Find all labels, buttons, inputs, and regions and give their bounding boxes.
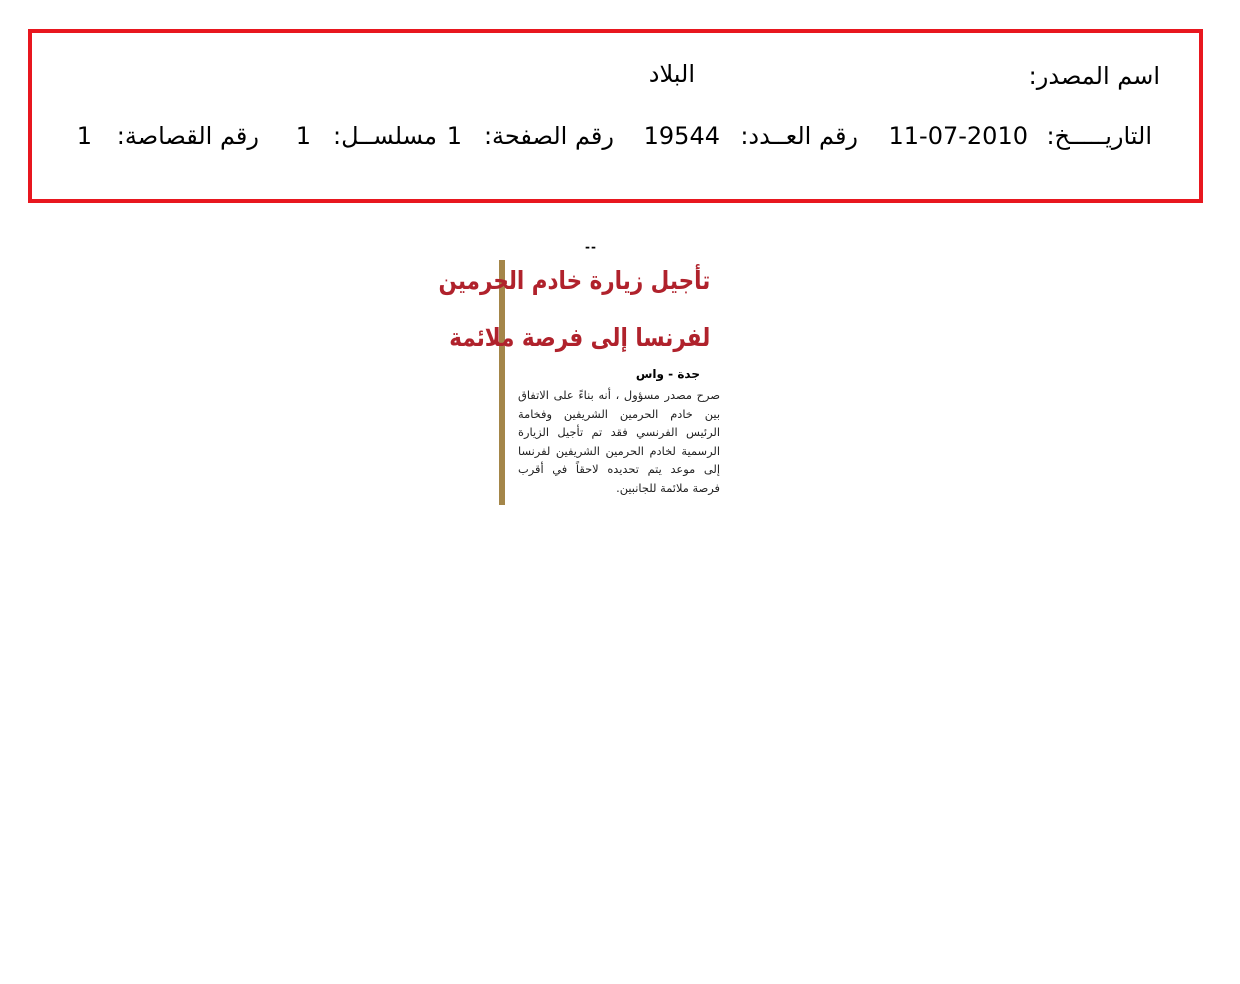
- article-body: صرح مصدر مسؤول ، أنه بناءً على الاتفاق بين خادم الحرمين الشريفين وفخامة الرئيس الفرنسي فقد تم تأجيل الزيارة الرسمية لخادم الحرمين الشريفين لفرنسا إلى موعد يتم تحديده لاحقاً في أقرب فرصة ملائمة للجانبين.: [518, 388, 720, 495]
- article-headline-line-1: تأجيل زيارة خادم الحرمين: [438, 266, 711, 295]
- clip-number-label: رقم القصاصة:: [116, 122, 259, 150]
- serial-value: 1: [295, 122, 311, 150]
- page-label: رقم الصفحة:: [483, 122, 614, 150]
- article-dateline: جدة - واس: [635, 367, 700, 381]
- page-value: 1: [446, 122, 462, 150]
- article-side-rule: [499, 260, 505, 505]
- serial-label: مسلســل:: [333, 122, 437, 150]
- clip-mark: --: [585, 240, 597, 254]
- source-label: اسم المصدر:: [1028, 62, 1160, 90]
- date-value: 11-07-2010: [888, 122, 1028, 150]
- source-info-box: [28, 29, 1203, 203]
- date-label: التاريـــــخ:: [1046, 122, 1152, 150]
- issue-value: 19544: [643, 122, 720, 150]
- issue-label: رقم العــدد:: [740, 122, 858, 150]
- source-value: البلاد: [648, 60, 695, 88]
- article-headline-line-2: لفرنسا إلى فرصة ملائمة: [449, 323, 711, 352]
- clip-number-value: 1: [76, 122, 92, 150]
